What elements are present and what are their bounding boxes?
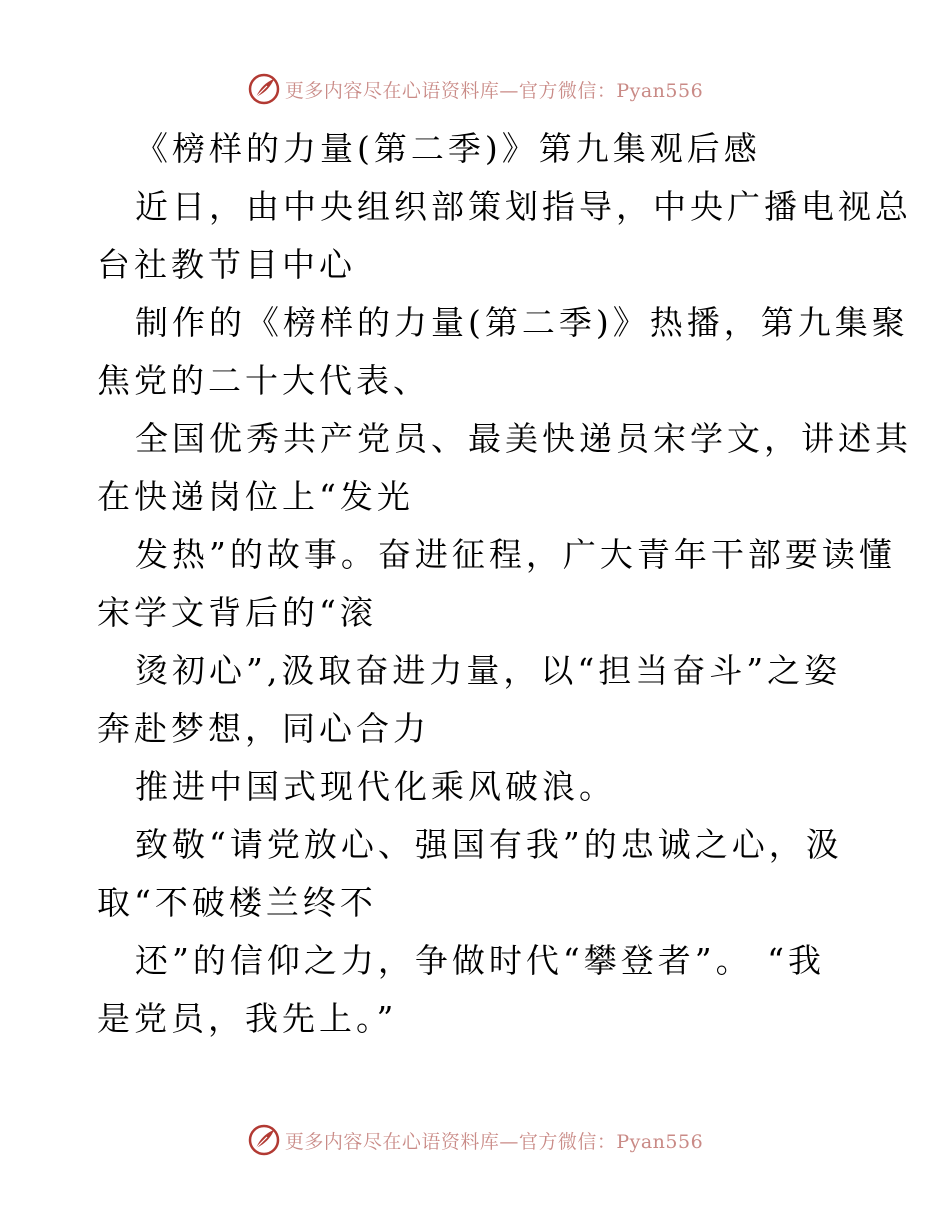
paragraph-line: 焦党的二十大代表、 [97, 361, 430, 400]
paragraph-line: 制作的《榜样的力量(第二季)》热播，第九集聚 [135, 303, 909, 342]
paragraph-line: 是党员，我先上。” [97, 999, 398, 1038]
header-watermark [0, 71, 950, 107]
document-title: 《榜样的力量(第二季)》第九集观后感 [135, 129, 761, 168]
paragraph-line: 发热”的故事。奋进征程，广大青年干部要读懂 [135, 535, 896, 574]
paragraph-line: 还”的信仰之力，争做时代“攀登者”。 “我 [135, 941, 825, 980]
watermark-text: 更多内容尽在心语资料库—官方微信：Pyan556 [284, 1130, 704, 1153]
footer-watermark [0, 1122, 950, 1158]
paragraph-line: 致敬“请党放心、强国有我”的忠诚之心，汲 [135, 825, 843, 864]
paragraph-line: 烫初心”,汲取奋进力量，以“担当奋斗”之姿 [135, 651, 842, 690]
paragraph-line: 取“不破楼兰终不 [97, 883, 377, 922]
feather-pen-logo-icon [247, 72, 281, 106]
paragraph-line: 近日，由中央组织部策划指导，中央广播电视总 [135, 187, 912, 226]
document-body [97, 120, 912, 1048]
watermark-text: 更多内容尽在心语资料库—官方微信：Pyan556 [284, 79, 704, 102]
paragraph-line: 奔赴梦想，同心合力 [97, 709, 430, 748]
feather-pen-logo-icon [247, 1123, 281, 1157]
paragraph-line: 全国优秀共产党员、最美快递员宋学文，讲述其 [135, 419, 912, 458]
paragraph-line: 台社教节目中心 [97, 245, 356, 284]
paragraph-line: 在快递岗位上“发光 [97, 477, 414, 516]
paragraph-line: 推进中国式现代化乘风破浪。 [135, 767, 616, 806]
paragraph-line: 宋学文背后的“滚 [97, 593, 377, 632]
